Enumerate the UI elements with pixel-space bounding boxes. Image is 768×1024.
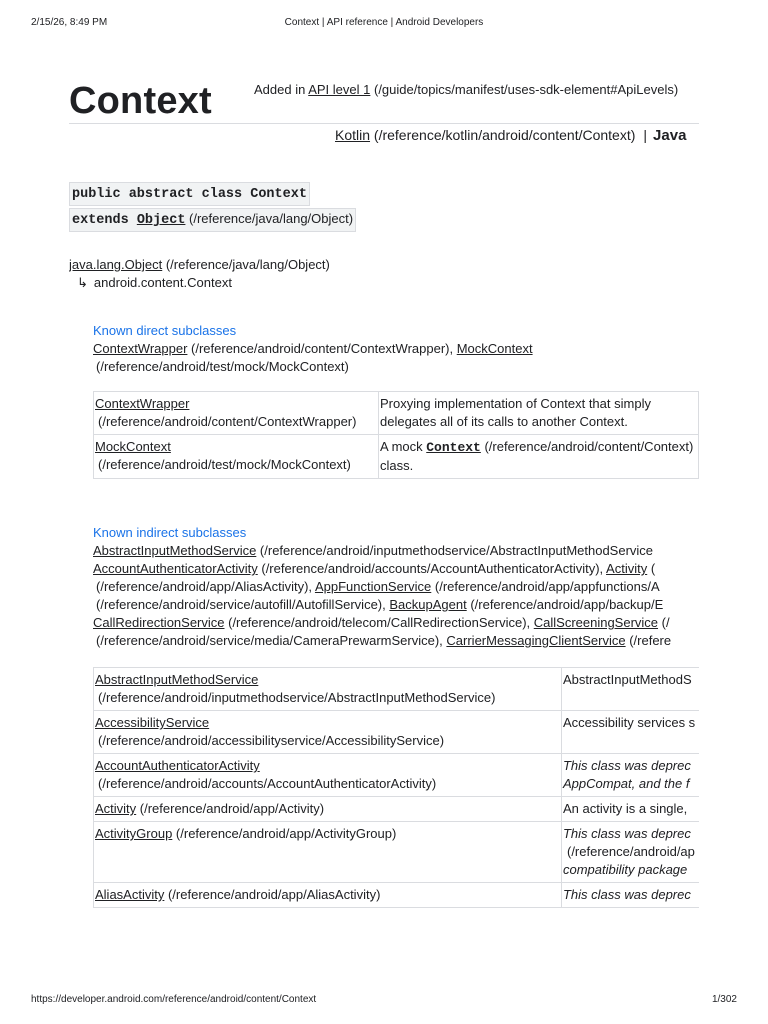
- browser-print-header: [31, 17, 737, 31]
- table-row: Activity (/reference/android/app/Activity) An activity is a single,: [94, 797, 700, 822]
- print-page-count: 1/302: [711, 994, 737, 1005]
- list-item[interactable]: CallRedirectionService: [93, 615, 225, 630]
- java-tab[interactable]: Java: [653, 127, 687, 144]
- list-item[interactable]: CarrierMessagingClientService: [446, 633, 626, 648]
- api-level-info: [254, 82, 678, 97]
- kotlin-path: (/reference/kotlin/android/content/Context): [370, 127, 636, 143]
- list-item[interactable]: Activity: [606, 561, 648, 576]
- java-lang-object-path: (/reference/java/lang/Object): [162, 257, 330, 272]
- title-divider: [69, 123, 699, 124]
- indirect-subclasses-section: Known indirect subclasses AbstractInputMethodService (/reference/android/inputmethodservice/AbstractInputMethodService AccountAuthenticatorActivity (/reference/android/accounts/AccountAuthenticatorActivity), Activity ( (/reference/android/app/AliasActivity), AppFunctionService (/reference/android/app/appfunctions/A (/reference/android/service/autofill/AutofillService), BackupAgent (/reference/android/app/backup/E CallRedirectionService (/reference/android/telecom/CallRedirectionService), CallScreeningService (/ (/reference/android/service/media/CameraPrewarmService), CarrierMessagingClientService (/refere: [93, 524, 699, 650]
- direct-subclasses-label[interactable]: Known direct subclasses: [93, 323, 237, 338]
- print-datetime: 2/15/26, 8:49 PM: [31, 17, 108, 28]
- direct-subclasses-section: Known direct subclasses ContextWrapper (/reference/android/content/ContextWrapper), MockContext (/reference/android/test/mock/MockContext): [93, 322, 699, 376]
- language-switcher: [335, 127, 686, 144]
- added-prefix: Added in: [254, 82, 309, 97]
- table-row: ActivityGroup (/reference/android/app/ActivityGroup) This class was deprec (/reference/android/ap compatibility package: [94, 822, 700, 883]
- object-link[interactable]: Object: [136, 213, 186, 228]
- table-row: ContextWrapper (/reference/android/content/ContextWrapper) Proxying implementation of Context that simply delegates all of its calls to another Context.: [94, 392, 699, 435]
- direct-subclasses-table: [93, 391, 699, 479]
- table-row: AliasActivity (/reference/android/app/AliasActivity) This class was deprec: [94, 883, 700, 908]
- class-declaration: [69, 182, 356, 234]
- lang-separator: |: [643, 127, 648, 143]
- contextwrapper-link[interactable]: ContextWrapper: [93, 341, 188, 356]
- declaration-line-2: [69, 208, 356, 232]
- current-class: android.content.Context: [93, 275, 232, 290]
- list-item[interactable]: BackupAgent: [389, 597, 467, 612]
- table-link-mockcontext[interactable]: MockContext: [95, 439, 171, 454]
- table-description: Proxying implementation of Context that simply delegates all of its calls to another Context.: [380, 396, 651, 429]
- page-title: Context: [69, 80, 212, 122]
- print-url: https://developer.android.com/reference/android/content/Context: [31, 994, 317, 1005]
- list-item[interactable]: AppFunctionService: [314, 579, 432, 594]
- table-row: AbstractInputMethodService (/reference/android/inputmethodservice/AbstractInputMethodService) AbstractInputMethodS: [94, 668, 700, 711]
- object-path: (/reference/java/lang/Object): [185, 211, 354, 226]
- api-level-link[interactable]: API level 1: [308, 82, 371, 97]
- print-page-title: Context | API reference | Android Developers: [284, 17, 484, 28]
- list-item[interactable]: AccountAuthenticatorActivity: [93, 561, 258, 576]
- inheritance-arrow-icon: ↳: [77, 275, 88, 290]
- inheritance-hierarchy: [69, 256, 330, 292]
- indirect-subclasses-label[interactable]: Known indirect subclasses: [93, 525, 247, 540]
- mockcontext-link[interactable]: MockContext: [456, 341, 533, 356]
- list-item[interactable]: AbstractInputMethodService: [93, 543, 257, 558]
- table-link-contextwrapper[interactable]: ContextWrapper: [95, 396, 190, 411]
- kotlin-link[interactable]: Kotlin: [335, 127, 371, 143]
- table-row: AccessibilityService (/reference/android/accessibilityservice/AccessibilityService) Accessibility services s: [94, 711, 700, 754]
- context-code-link[interactable]: Context: [426, 440, 481, 455]
- table-row: AccountAuthenticatorActivity (/reference/android/accounts/AccountAuthenticatorActivity) This class was deprec AppCompat, and the f: [94, 754, 700, 797]
- extends-keyword: extends: [72, 213, 137, 228]
- java-lang-object-link[interactable]: java.lang.Object: [69, 257, 163, 272]
- declaration-line-1: public abstract class Context: [69, 182, 310, 206]
- list-item[interactable]: CallScreeningService: [533, 615, 659, 630]
- reference-content: [69, 60, 699, 990]
- browser-print-footer: [31, 994, 737, 1008]
- indirect-subclasses-table: [93, 667, 699, 908]
- api-level-path: (/guide/topics/manifest/uses-sdk-element#ApiLevels): [370, 82, 679, 97]
- table-row: MockContext (/reference/android/test/mock/MockContext) A mock Context (/reference/android/content/Context) class.: [94, 435, 699, 479]
